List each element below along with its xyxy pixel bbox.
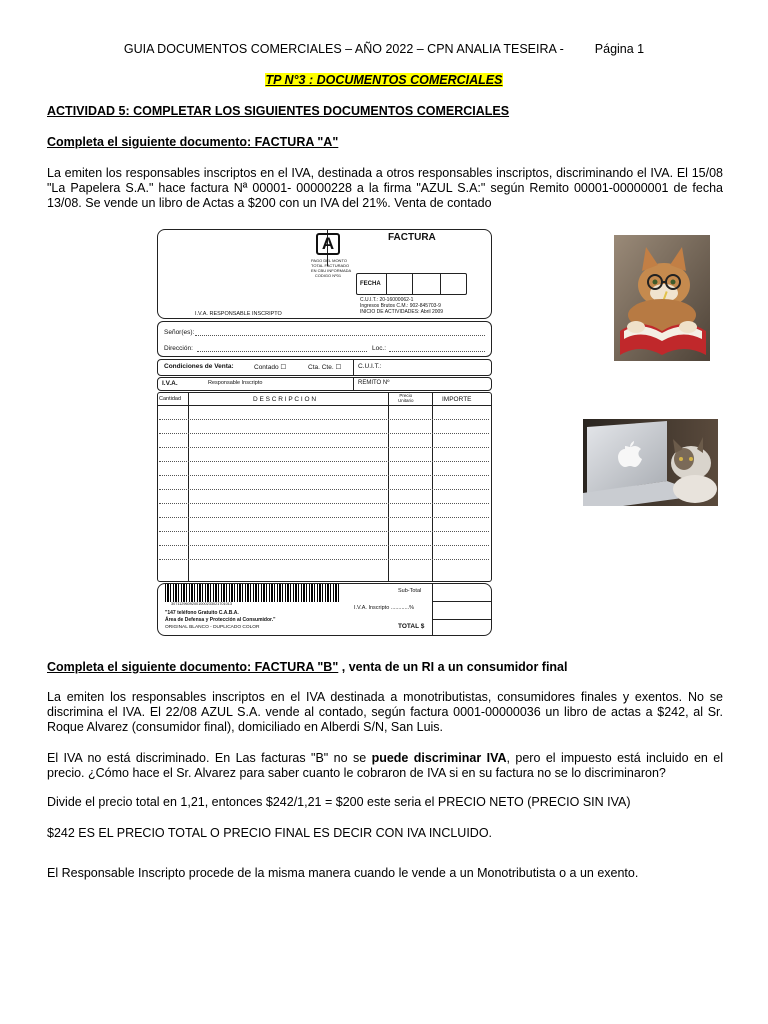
remito-label: REMITO Nº xyxy=(358,380,390,386)
factura-a-form xyxy=(157,229,492,636)
section-b-paragraph-5: El Responsable Inscripto procede de la misma manera cuando le vende a un Monotributista o a un exento. xyxy=(47,866,639,880)
defensa-note: Área de Defensa y Protección al Consumidor." xyxy=(165,617,276,623)
contado-option: Contado ☐ xyxy=(254,364,287,371)
running-header xyxy=(0,42,768,56)
section-b-paragraph-4: $242 ES EL PRECIO TOTAL O PRECIO FINAL ES DECIR CON IVA INCLUIDO. xyxy=(47,826,493,840)
barcode-image xyxy=(165,584,340,602)
page-number: Página 1 xyxy=(594,42,645,56)
cat-with-laptop-image xyxy=(583,419,718,506)
section-a-paragraph: La emiten los responsables inscriptos en el IVA, destinada a otros responsables inscriptos, discriminando el IVA. El 15/08 "La Papelera S.A." hace factura Nª 00001- 00000228 a la firma "AZUL S.A:" según Remito 00001-00000001 de fecha 13/08. Se vende un libro de Actas a $200 con un IVA del 21%. Venta de contado xyxy=(47,166,723,210)
activity-title: ACTIVIDAD 5: COMPLETAR LOS SIGUIENTES DOCUMENTOS COMERCIALES xyxy=(47,104,510,118)
section-b-paragraph-3: Divide el precio total en 1,21, entonces $242/1,21 = $200 este seria el PRECIO NETO (PRECIO SIN IVA) xyxy=(47,795,631,809)
iva-responsable-label: I.V.A. RESPONSABLE INSCRIPTO xyxy=(195,311,282,317)
telefono-note: "147 teléfono Gratuito C.A.B.A. xyxy=(165,610,239,616)
invoice-letter: A xyxy=(316,233,340,255)
senores-label: Señor(es): xyxy=(164,329,195,336)
original-note: ORIGINAL BLANCO - DUPLICADO COLOR xyxy=(165,625,260,630)
iva-label: I.V.A. xyxy=(162,380,178,387)
iva-inscripto-label: I.V.A. Inscripto ............% xyxy=(354,605,415,611)
section-a-heading: Completa el siguiente documento: FACTURA "A" xyxy=(47,135,339,149)
items-table xyxy=(157,392,492,582)
condiciones-label: Condiciones de Venta: xyxy=(164,363,234,370)
inicio-line: INICIO DE ACTIVIDADES: Abril 2009 xyxy=(360,309,444,315)
cta-cte-option: Cta. Cte. ☐ xyxy=(308,364,342,371)
col-importe: IMPORTE xyxy=(442,396,472,403)
col-cantidad: Cantidad xyxy=(159,396,182,402)
fecha-label: FECHA xyxy=(360,281,381,287)
cuit-line: C.U.I.T.: 20-16000062-1 xyxy=(360,297,414,303)
cat-reading-book-image xyxy=(614,235,710,361)
section-b-paragraph-2: El IVA no está discriminado. En Las facturas "B" no se puede discriminar IVA, pero el impuesto está incluido en el precio. ¿Cómo hace el Sr. Alvarez para saber cuanto le cobraron de IVA si en su factura no se lo discriminaron? xyxy=(47,751,723,780)
subtotal-label: Sub-Total xyxy=(398,588,422,594)
tp-title: TP N°3 : DOCUMENTOS COMERCIALES xyxy=(265,73,503,87)
iibb-line: Ingresos Brutos C.M.: 902-845703-9 xyxy=(360,303,441,309)
iva-value: Responsable Inscripto xyxy=(208,380,263,386)
section-b-paragraph-1: La emiten los responsables inscriptos en el IVA destinada a monotributistas, consumidores finales y exentos. No se discrimina el IVA. El 22/08 AZUL S.A. vende al contado, según factura 0001-00000036 un libro de actas a $242, al Sr. Roque Alvarez (consumidor final), domiciliado en Alberdi S/N, San Luis. xyxy=(47,690,723,734)
invoice-title: FACTURA xyxy=(388,232,436,243)
loc-label: Loc.: xyxy=(372,345,387,352)
running-title: GUIA DOCUMENTOS COMERCIALES – AÑO 2022 – CPN ANALIA TESEIRA - xyxy=(123,42,564,56)
total-label: TOTAL $ xyxy=(398,623,425,630)
cuit-client-label: C.U.I.T.: xyxy=(358,363,382,370)
section-b-heading: Completa el siguiente documento: FACTURA "B" , venta de un RI a un consumidor final xyxy=(47,660,568,674)
barcode-number: 30711296092001000233021701013 xyxy=(171,602,232,606)
pago-note: PAGO DEL MONTO TOTAL FACTURADO EN CBU INFORMADA CODIGO Nº01 xyxy=(311,258,352,278)
direccion-label: Dirección: xyxy=(164,345,193,352)
col-descripcion: D E S C R I P C I O N xyxy=(253,396,317,403)
col-precio-unitario: Precio Unitario xyxy=(398,393,414,403)
